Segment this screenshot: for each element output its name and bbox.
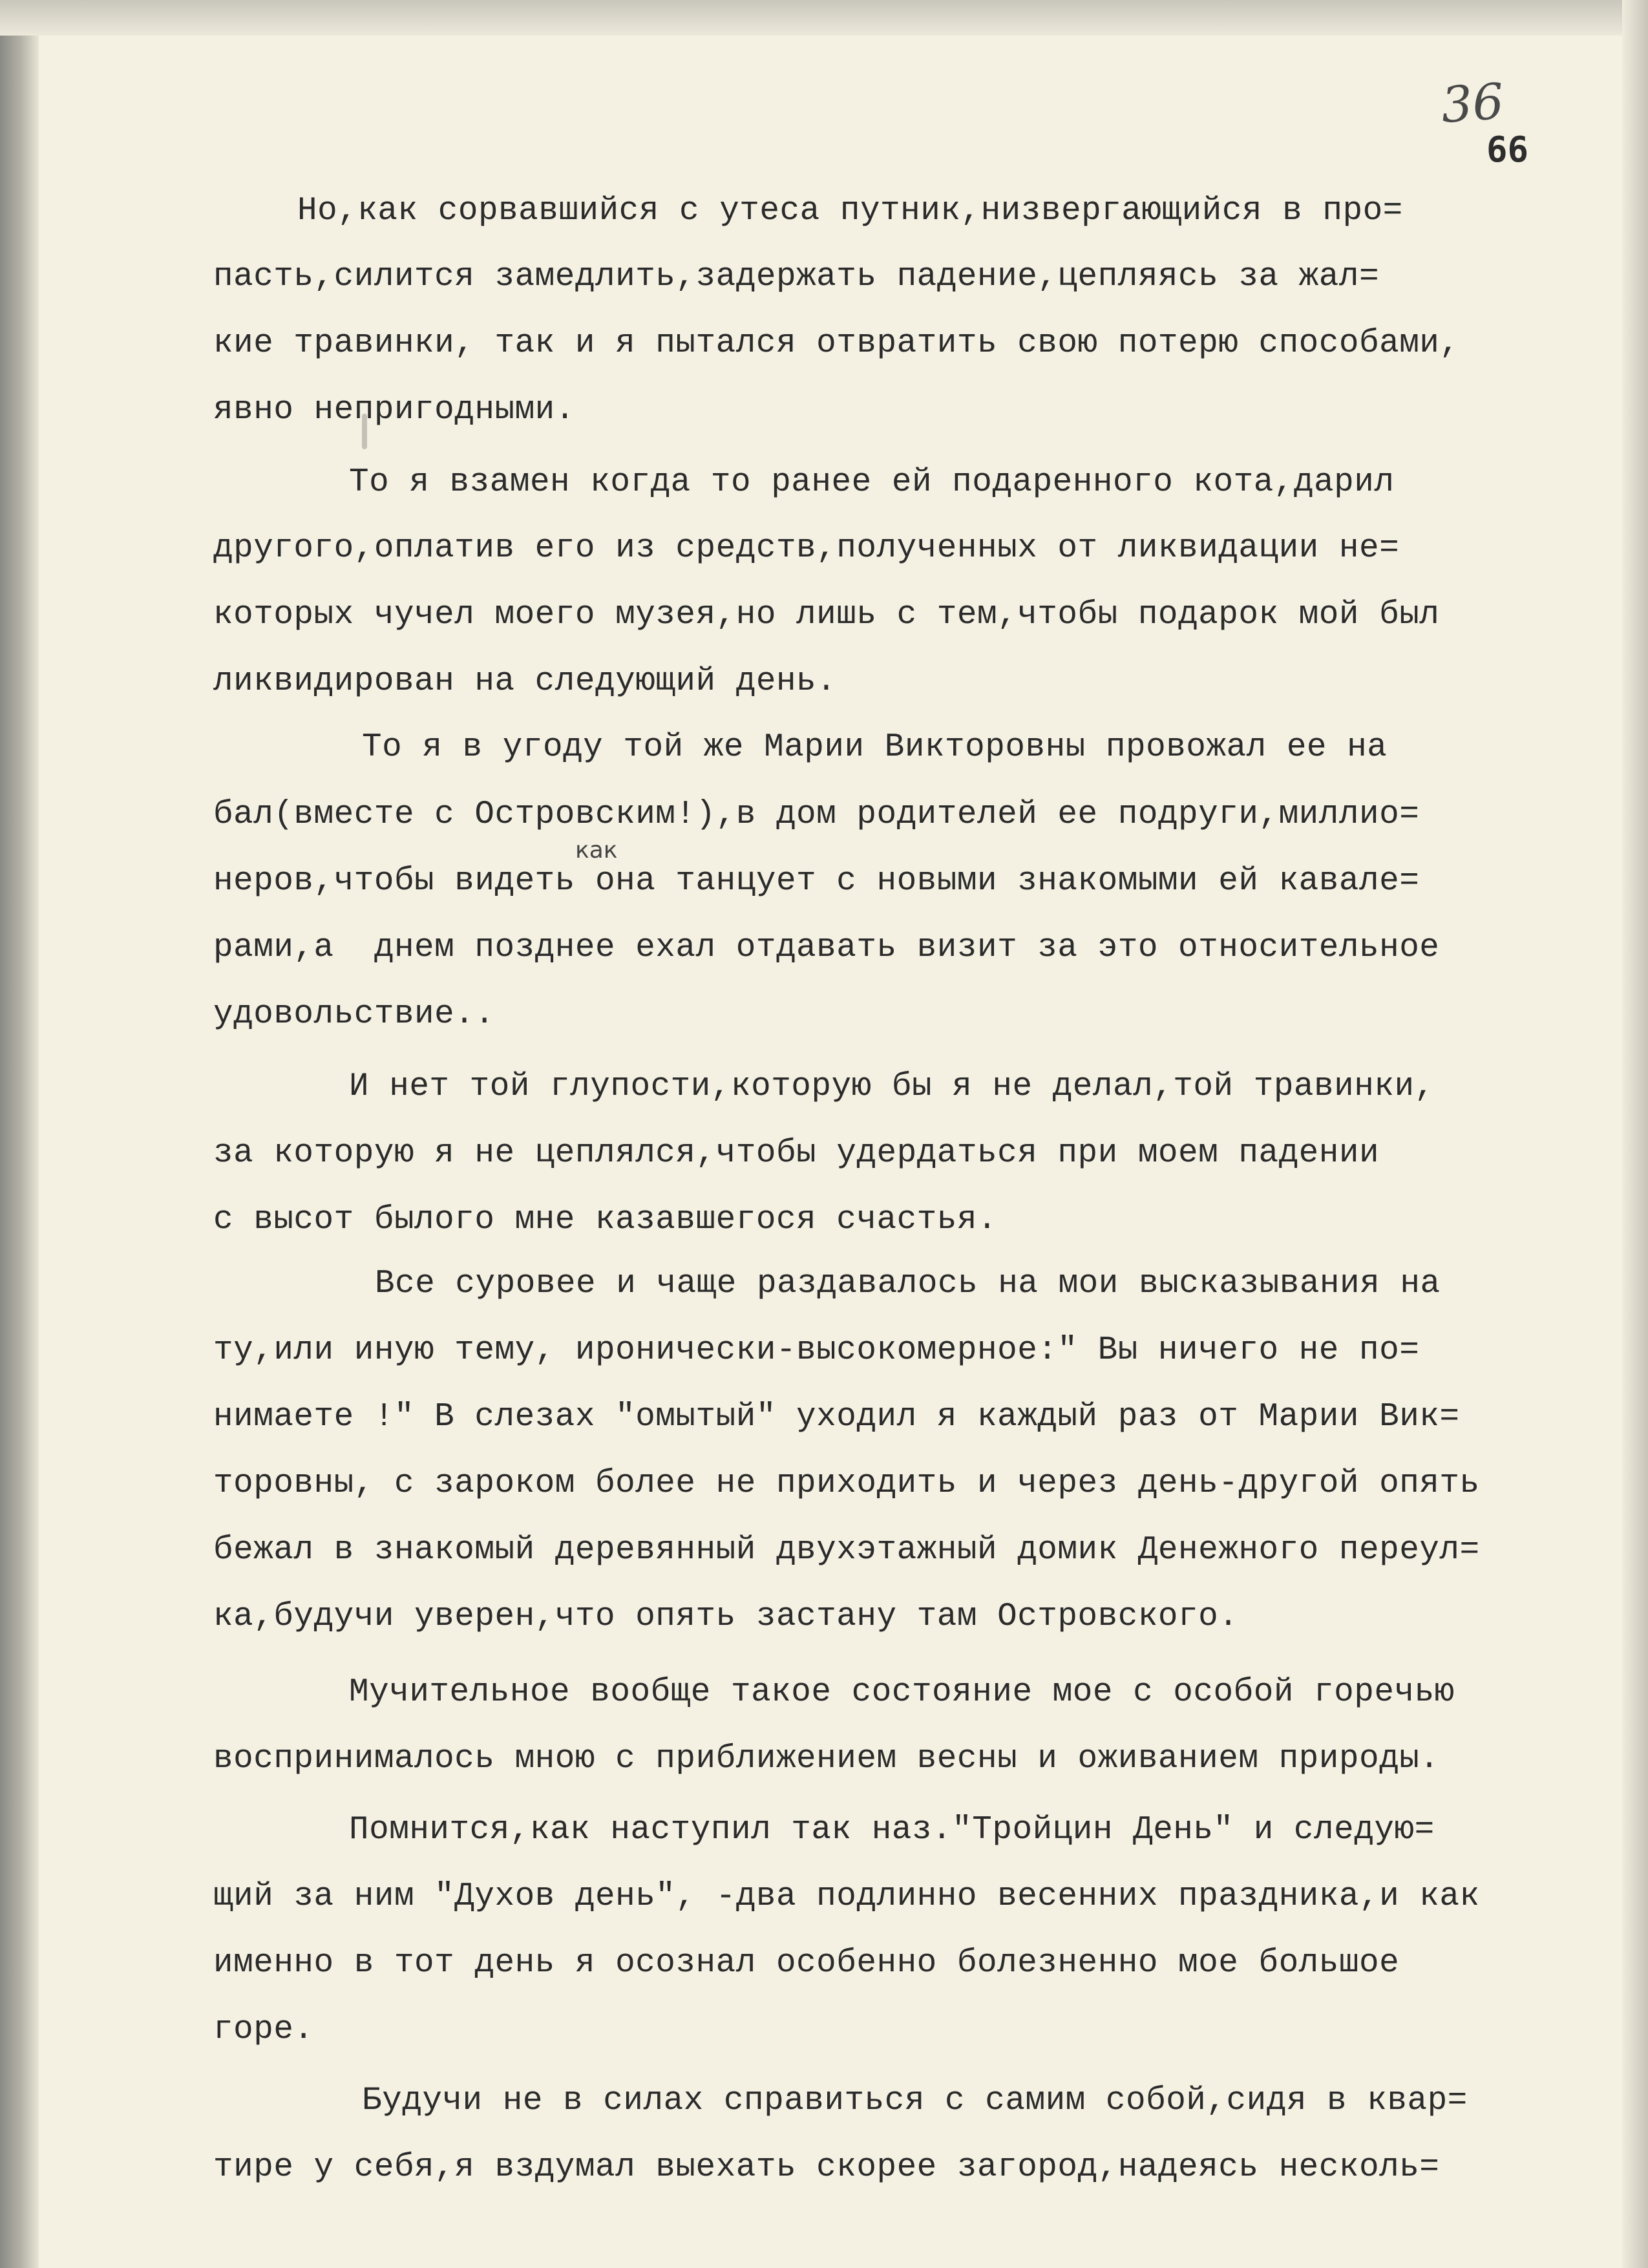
text-line: И нет той глупости,которую бы я не делал,той травинки, <box>349 1068 1435 1105</box>
text-line: Мучительное вообще такое состояние мое с особой горечью <box>349 1674 1455 1711</box>
text-line: ка,будучи уверен,что опять застану там Островского. <box>213 1598 1239 1635</box>
handwritten-insert: как <box>575 837 618 864</box>
text-line: То я взамен когда то ранее ей подаренного кота,дарил <box>349 464 1395 501</box>
text-line: щий за ним "Духов день", -два подлинно весенних праздника,и как <box>213 1878 1480 1915</box>
text-line: бежал в знакомый деревянный двухэтажный домик Денежного переул= <box>213 1532 1480 1569</box>
text-line: с высот былого мне казавшегося счастья. <box>213 1202 998 1238</box>
text-line: ликвидирован на следующий день. <box>213 663 837 700</box>
text-line: ту,или иную тему, иронически-высокомерное:" Вы ничего не по= <box>213 1332 1420 1369</box>
text-line: явно непригодными. <box>213 392 575 429</box>
handwritten-page-number: 36 <box>1439 72 1506 134</box>
text-line: Но,как сорвавшийся с утеса путник,низвергающийся в про= <box>297 193 1403 229</box>
text-line: воспринималось мною с приближением весны и оживанием природы. <box>213 1741 1440 1777</box>
text-line: которых чучел моего музея,но лишь с тем,чтобы подарок мой был <box>213 597 1440 633</box>
typed-page-number: 66 <box>1486 129 1529 170</box>
text-line: торовны, с зароком более не приходить и через день-другой опять <box>213 1465 1480 1502</box>
text-line: То я в угоду той же Марии Викторовны провожал ее на <box>362 729 1388 766</box>
text-line: Будучи не в силах справиться с самим собой,сидя в квар= <box>362 2083 1468 2119</box>
text-line: именно в тот день я осознал особенно болезненно мое большое <box>213 1945 1400 1982</box>
text-line: тире у себя,я вздумал выехать скорее загород,надеясь несколь= <box>213 2149 1440 2186</box>
text-line: другого,оплатив его из средств,полученных от ликвидации не= <box>213 530 1400 567</box>
text-line: горе. <box>213 2011 314 2048</box>
text-line: рами,а днем позднее ехал отдавать визит за это относительное <box>213 929 1440 966</box>
scan-edge-top <box>0 0 1648 36</box>
text-line: бал(вместе с Островским!),в дом родителей ее подруги,миллио= <box>213 796 1420 833</box>
scan-edge-left <box>0 0 39 2268</box>
text-line: удовольствие.. <box>213 996 495 1033</box>
scan-edge-right <box>1622 0 1648 2268</box>
text-line: пасть,силится замедлить,задержать падение,цепляясь за жал= <box>213 259 1380 295</box>
text-line: Помнится,как наступил так наз."Тройцин День" и следую= <box>349 1812 1435 1849</box>
text-line: Все суровее и чаще раздавалось на мои высказывания на <box>375 1266 1441 1302</box>
text-line: за которую я не цеплялся,чтобы удердаться при моем падении <box>213 1135 1380 1172</box>
text-line: неров,чтобы видеть она танцует с новыми знакомыми ей кавале= <box>213 863 1420 900</box>
text-line: нимаете !" В слезах "омытый" уходил я каждый раз от Марии Вик= <box>213 1399 1460 1436</box>
text-line: кие травинки, так и я пытался отвратить свою потерю способами, <box>213 325 1460 362</box>
